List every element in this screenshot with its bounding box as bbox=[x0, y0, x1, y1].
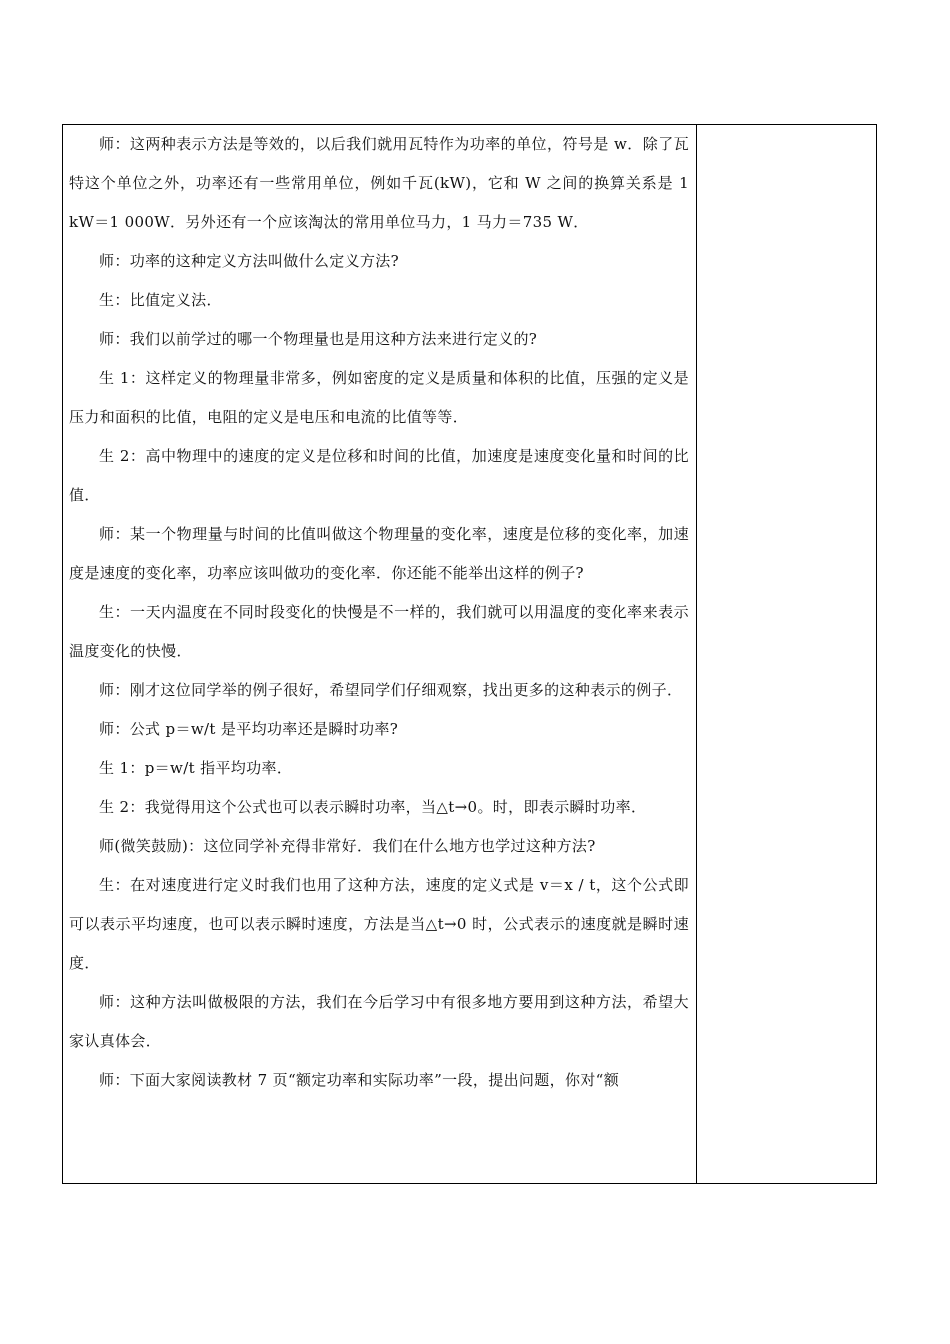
paragraph-instantaneous-power: 生 2：我觉得用这个公式也可以表示瞬时功率，当△t→0。时，即表示瞬时功率． bbox=[99, 798, 647, 816]
paragraph-teacher-encouragement: 师(微笑鼓励)：这位同学补充得非常好．我们在什么地方也学过这种方法? bbox=[99, 837, 596, 855]
paragraph-average-power: 生 1：p＝w/t 指平均功率． bbox=[99, 759, 293, 777]
paragraph-answer-ratio-definition: 生：比值定义法． bbox=[99, 291, 222, 309]
paragraph-student1-examples: 生 1：这样定义的物理量非常多，例如密度的定义是质量和体积的比值，压强的定义是压力和面积的比值，电阻的定义是电压和电流的比值等等． bbox=[69, 369, 689, 426]
lesson-content-cell bbox=[63, 125, 696, 1183]
lesson-table bbox=[62, 124, 877, 1184]
paragraph-teacher-praise: 师：刚才这位同学举的例子很好，希望同学们仔细观察，找出更多的这种表示的例子． bbox=[99, 681, 683, 699]
paragraph-reading-assignment: 师：下面大家阅读教材 7 页“额定功率和实际功率”一段，提出问题，你对“额 bbox=[99, 1071, 620, 1089]
paragraph-velocity-definition: 生：在对速度进行定义时我们也用了这种方法，速度的定义式是 v＝x / t，这个公式即可以表示平均速度，也可以表示瞬时速度，方法是当△t→0 时，公式表示的速度就是瞬时速度． bbox=[69, 876, 689, 972]
notes-cell bbox=[697, 125, 876, 1183]
dialogue-paragraphs bbox=[69, 125, 689, 1100]
paragraph-formula-question: 师：公式 p＝w/t 是平均功率还是瞬时功率? bbox=[99, 720, 399, 738]
paragraph-question-other-quantities: 师：我们以前学过的哪一个物理量也是用这种方法来进行定义的? bbox=[99, 330, 538, 348]
paragraph-student2-velocity: 生 2：高中物理中的速度的定义是位移和时间的比值，加速度是速度变化量和时间的比值． bbox=[69, 447, 689, 504]
paragraph-temperature-example: 生：一天内温度在不同时段变化的快慢是不一样的，我们就可以用温度的变化率来表示温度变化的快慢． bbox=[69, 603, 689, 660]
paragraph-unit-conversion: 师：这两种表示方法是等效的，以后我们就用瓦特作为功率的单位，符号是 w．除了瓦特这个单位之外，功率还有一些常用单位，例如千瓦(kW)，它和 W 之间的换算关系是 1 kW＝1 000W．另外还有一个应该淘汰的常用单位马力，1 马力＝735 W． bbox=[69, 135, 689, 231]
paragraph-question-definition-method: 师：功率的这种定义方法叫做什么定义方法? bbox=[99, 252, 400, 270]
paragraph-rate-of-change: 师：某一个物理量与时间的比值叫做这个物理量的变化率，速度是位移的变化率，加速度是速度的变化率，功率应该叫做功的变化率．你还能不能举出这样的例子? bbox=[69, 525, 689, 582]
paragraph-limit-method: 师：这种方法叫做极限的方法，我们在今后学习中有很多地方要用到这种方法，希望大家认真体会． bbox=[69, 993, 689, 1050]
